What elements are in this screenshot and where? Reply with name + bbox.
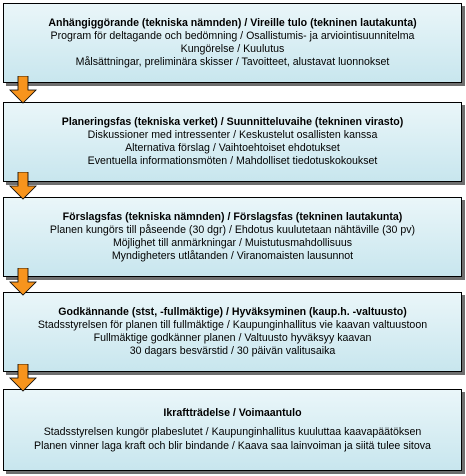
stage-line: Alternativa förslag / Vaihtoehtoiset ehdotukset — [125, 142, 340, 154]
stage-box-entry-into-force — [3, 389, 462, 471]
stage-title: Godkännande (stst, -fullmäktige) / Hyväksyminen (kaup.h. -valtuusto) — [58, 305, 407, 318]
stage-box-proposal — [3, 197, 462, 277]
stage-box-approval — [3, 292, 462, 372]
stage-title: Ikraftträdelse / Voimaantulo — [163, 407, 302, 420]
stage-line: Eventuella informationsmöten / Mahdolliset tiedotuskokoukset — [87, 155, 378, 168]
stage-line: Målsättningar, preliminära skisser / Tavoitteet, alustavat luonnokset — [75, 56, 390, 69]
stage-box-initiation — [3, 3, 462, 83]
stage-line: Planen kungörs till påseende (30 dgr) / Ehdotus kuulutetaan nähtäville (30 pv) — [49, 223, 416, 236]
down-arrow-icon — [9, 268, 37, 296]
stage-title: Planeringsfas (tekniska verket) / Suunnitteluvaihe (tekninen virasto) — [61, 115, 404, 128]
stage-line: Myndigheters utlåtanden / Viranomaisten lausunnot — [111, 250, 354, 263]
stage-title: Anhängiggörande (tekniska nämnden) / Vireille tulo (tekninen lautakunta) — [48, 16, 417, 29]
stage-line: Möjlighet till anmärkningar / Muistutusmahdollisuus — [112, 237, 353, 249]
stage-title: Förslagsfas (tekniska nämnden) / Förslagsfas (tekninen lautakunta) — [62, 210, 403, 223]
down-arrow-icon — [9, 76, 37, 104]
down-arrow-icon — [9, 172, 37, 200]
stage-line: Kungörelse / Kuulutus — [180, 43, 285, 55]
stage-line: Stadsstyrelsen kungör plabeslutet / Kaupunginhallitus kuuluttaa kaavapäätöksen — [43, 426, 422, 439]
down-arrow-icon — [9, 364, 37, 392]
stage-line: Fullmäktige godkänner planen / Valtuusto hyväksyy kaavan — [93, 332, 372, 344]
stage-box-planning — [3, 102, 462, 182]
stage-line: Stadsstyrelsen för planen till fullmäktige / Kaupunginhallitus vie kaavan valtuustoon — [37, 318, 428, 331]
stage-line: Diskussioner med intressenter / Keskustelut osallisten kanssa — [87, 128, 378, 141]
stage-line: Program för deltagande och bedömning / Osallistumis- ja arviointisuunnitelma — [50, 29, 415, 42]
stage-line: Planen vinner laga kraft och blir bindande / Kaava saa lainvoiman ja siitä tulee sitova — [34, 439, 431, 452]
stage-line: 30 dagars besvärstid / 30 päivän valitusaika — [129, 345, 336, 358]
